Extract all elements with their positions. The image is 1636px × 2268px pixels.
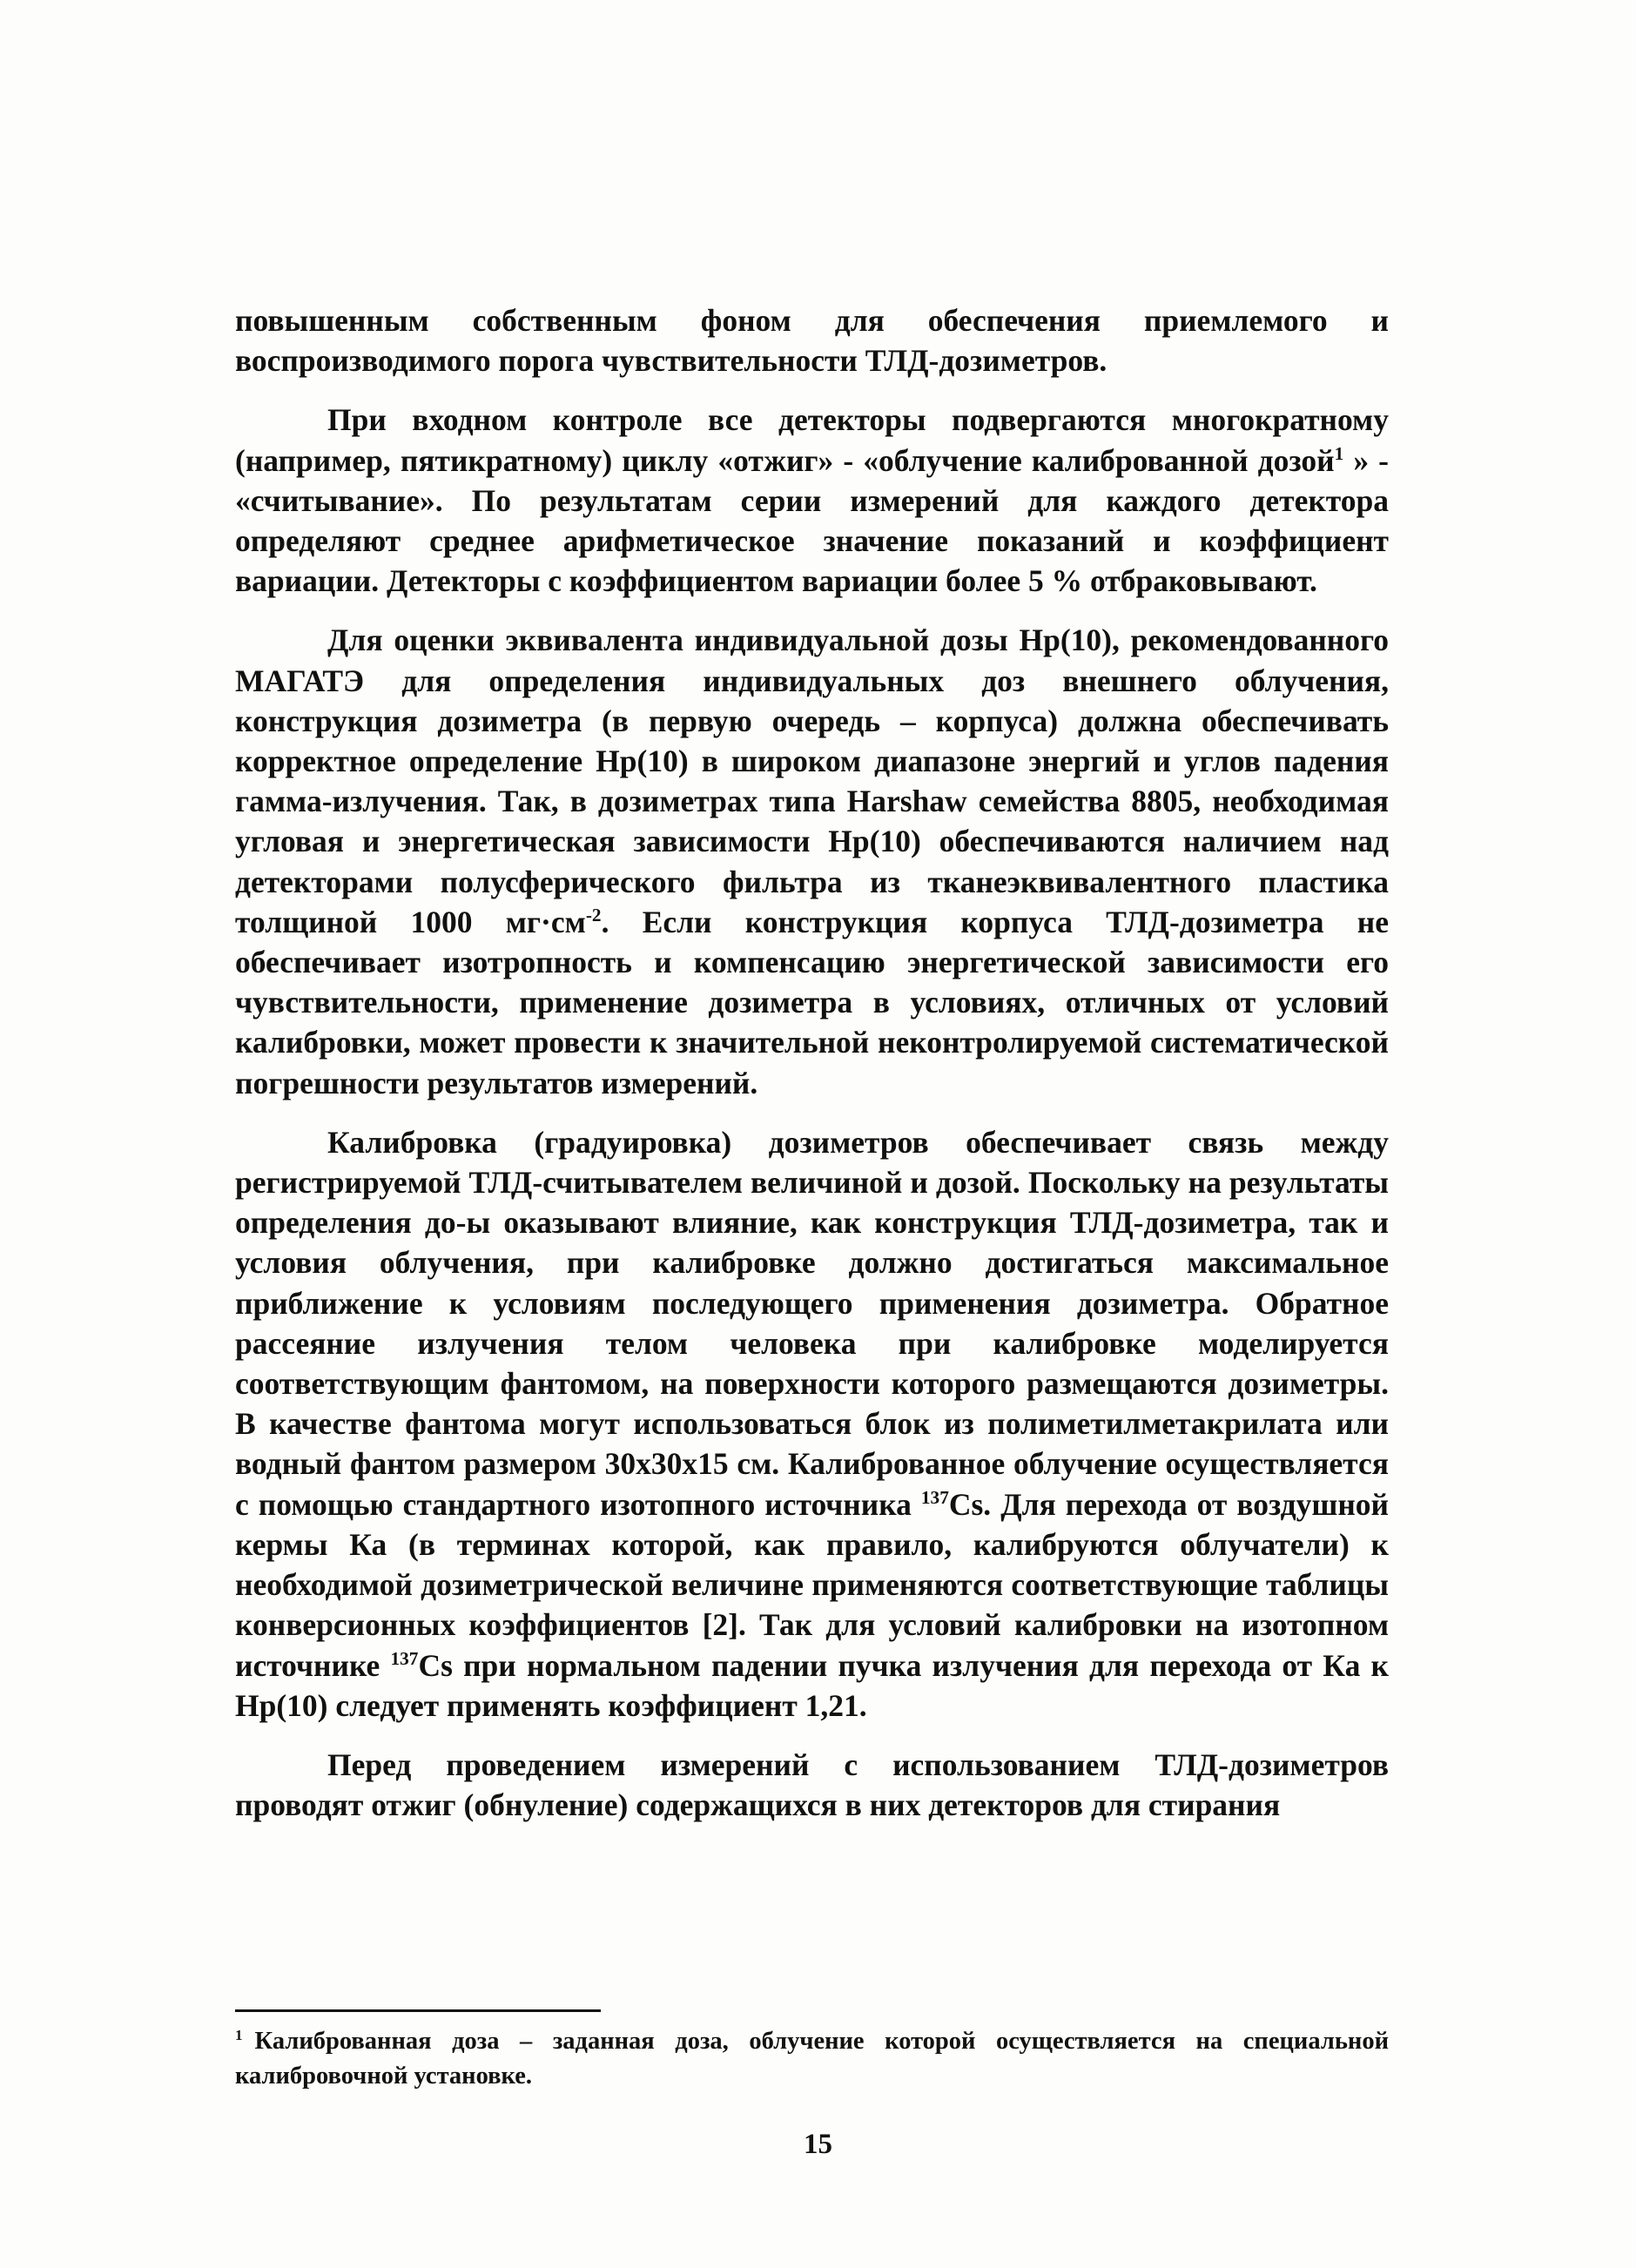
text-run: повышенным собственным фоном для обеспечения приемлемого и воспроизводимого порога чувствительности ТЛД-дозиметров. (235, 303, 1389, 379)
footnote-separator (235, 2009, 601, 2012)
text-run: Для оценки эквивалента индивидуальной дозы Hp(10), рекомендованного МАГАТЭ для определения индивидуальных доз внешнего облучения, конструкция дозиметра (в первую очередь – корпуса) должна обеспечивать корректное определение Hp(10) в широком диапазоне энергий и углов падения гамма-излучения. Так, в дозиметрах типа Harshaw семейства 8805, необходимая угловая и энергетическая зависимости Hp(10) обеспечиваются наличием над детекторами полусферического фильтра из тканеэквивалентного пластика толщиной 1000 мг·см (235, 623, 1389, 939)
text-run: При входном контроле все детекторы подвергаются многократному (например, пятикратному) циклу «отжиг» - «облучение калиброванной дозой (235, 402, 1389, 478)
paragraph-0 (235, 300, 1389, 380)
text-run: Cs при нормальном падении пучка излучения для перехода от Ка к Hp(10) следует применять коэффициент 1,21. (235, 1647, 1389, 1723)
superscript: 137 (390, 1647, 419, 1669)
superscript: 137 (920, 1486, 949, 1508)
footnote (235, 2024, 1389, 2094)
superscript: -2 (585, 905, 602, 926)
paragraph-3 (235, 1122, 1389, 1726)
text-run: » - «считывание». По результатам серии измерений для каждого детектора определяют среднее арифметическое значение показаний и коэффициент вариации. Детекторы с коэффициентом вариации более 5 % отбраковывают. (235, 442, 1389, 599)
paragraph-2 (235, 620, 1389, 1102)
footnote-text: Калиброванная доза – заданная доза, облучение которой осуществляется на специальной калибровочной установке. (235, 2028, 1389, 2090)
text-run: Калибровка (градуировка) дозиметров обеспечивает связь между регистрируемой ТЛД-считывателем величиной и дозой. Поскольку на результаты определения до-ы оказывают влияние, как конструкция ТЛД-дозиметра, так и условия облучения, при калибровке должно достигаться максимальное приближение к условиям последующего применения дозиметра. Обратное рассеяние излучения телом человека при калибровке моделируется соответствующим фантомом, на поверхности которого размещаются дозиметры. В качестве фантома могут использоваться блок из полиметилметакрилата или водный фантом размером 30х30х15 см. Калиброванное облучение осуществляется с помощью стандартного изотопного источника (235, 1124, 1389, 1522)
body-text (235, 300, 1389, 1844)
text-run: Перед проведением измерений с использованием ТЛД-дозиметров проводят отжиг (обнуление) содержащихся в них детекторов для стирания (235, 1746, 1389, 1823)
paragraph-1 (235, 400, 1389, 601)
page-number: 15 (804, 2129, 832, 2160)
paragraph-4 (235, 1745, 1389, 1825)
footnote-mark: 1 (235, 2026, 243, 2043)
superscript: 1 (1334, 442, 1344, 464)
text-run: Cs. Для перехода от воздушной кермы Ка (в терминах которой, как правило, калибруются облучатели) к необходимой дозиметрической величине применяются соответствующие таблицы конверсионных коэффициентов [2]. Так для условий калибровки на изотопном источнике (235, 1486, 1389, 1683)
text-run: . Если конструкция корпуса ТЛД-дозиметра не обеспечивает изотропность и компенсацию энергетической зависимости его чувствительности, применение дозиметра в условиях, отличных от условий калибровки, может провести к значительной неконтролируемой систематической погрешности результатов измерений. (235, 904, 1389, 1100)
